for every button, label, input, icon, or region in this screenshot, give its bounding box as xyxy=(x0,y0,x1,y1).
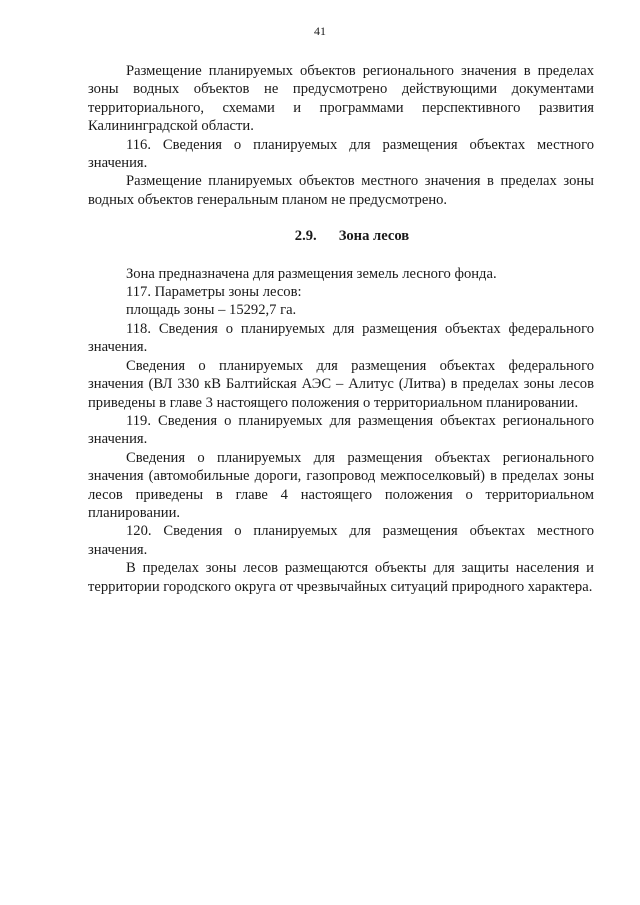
section-heading xyxy=(88,227,594,245)
paragraph-zone-purpose: Зона предназначена для размещения земель лесного фонда. xyxy=(126,265,497,282)
paragraph-118: 118. Сведения о планируемых для размещения объектах федерального значения. xyxy=(88,320,594,356)
paragraph-zone-area: площадь зоны – 15292,7 га. xyxy=(126,302,297,319)
paragraph-117: 117. Параметры зоны лесов: xyxy=(126,284,302,301)
paragraph-119: 119. Сведения о планируемых для размещения объектах регионального значения. xyxy=(88,412,594,448)
section-heading-number: 2.9. xyxy=(294,228,317,245)
page-number: 41 xyxy=(314,24,326,38)
paragraph-120: 120. Сведения о планируемых для размещения объектах местного значения. xyxy=(88,523,594,558)
paragraph-regional-objects: Сведения о планируемых для размещения объектах регионального значения (автомобильные дороги, газопровод межпоселковый) в пределах зоны лесов приведены в главе 4 настоящего положения о территориальном планировании. xyxy=(88,449,594,521)
paragraph-116: 116. Сведения о планируемых для размещения объектах местного значения. xyxy=(88,136,594,172)
paragraph-federal-objects: Сведения о планируемых для размещения объектах федерального значения (ВЛ 330 кВ Балтийская АЭС – Алитус (Литва) в пределах зоны лесов приведены в главе 3 настоящего положения о территориальном планировании. xyxy=(88,357,594,411)
paragraph-local-objects: В пределах зоны лесов размещаются объекты для защиты населения и территории городского округа от чрезвычайных ситуаций природного характера. xyxy=(88,560,594,595)
document-body xyxy=(88,62,594,596)
paragraph-local-water-objects: Размещение планируемых объектов местного значения в пределах зоны водных объектов генеральным планом не предусмотрено. xyxy=(88,173,594,208)
paragraph-regional-water-objects: Размещение планируемых объектов регионального значения в пределах зоны водных объектов не предусмотрено действующими документами территориального, схемами и программами перспективного развития Калининградской области. xyxy=(88,63,594,135)
section-heading-title: Зона лесов xyxy=(338,228,410,245)
